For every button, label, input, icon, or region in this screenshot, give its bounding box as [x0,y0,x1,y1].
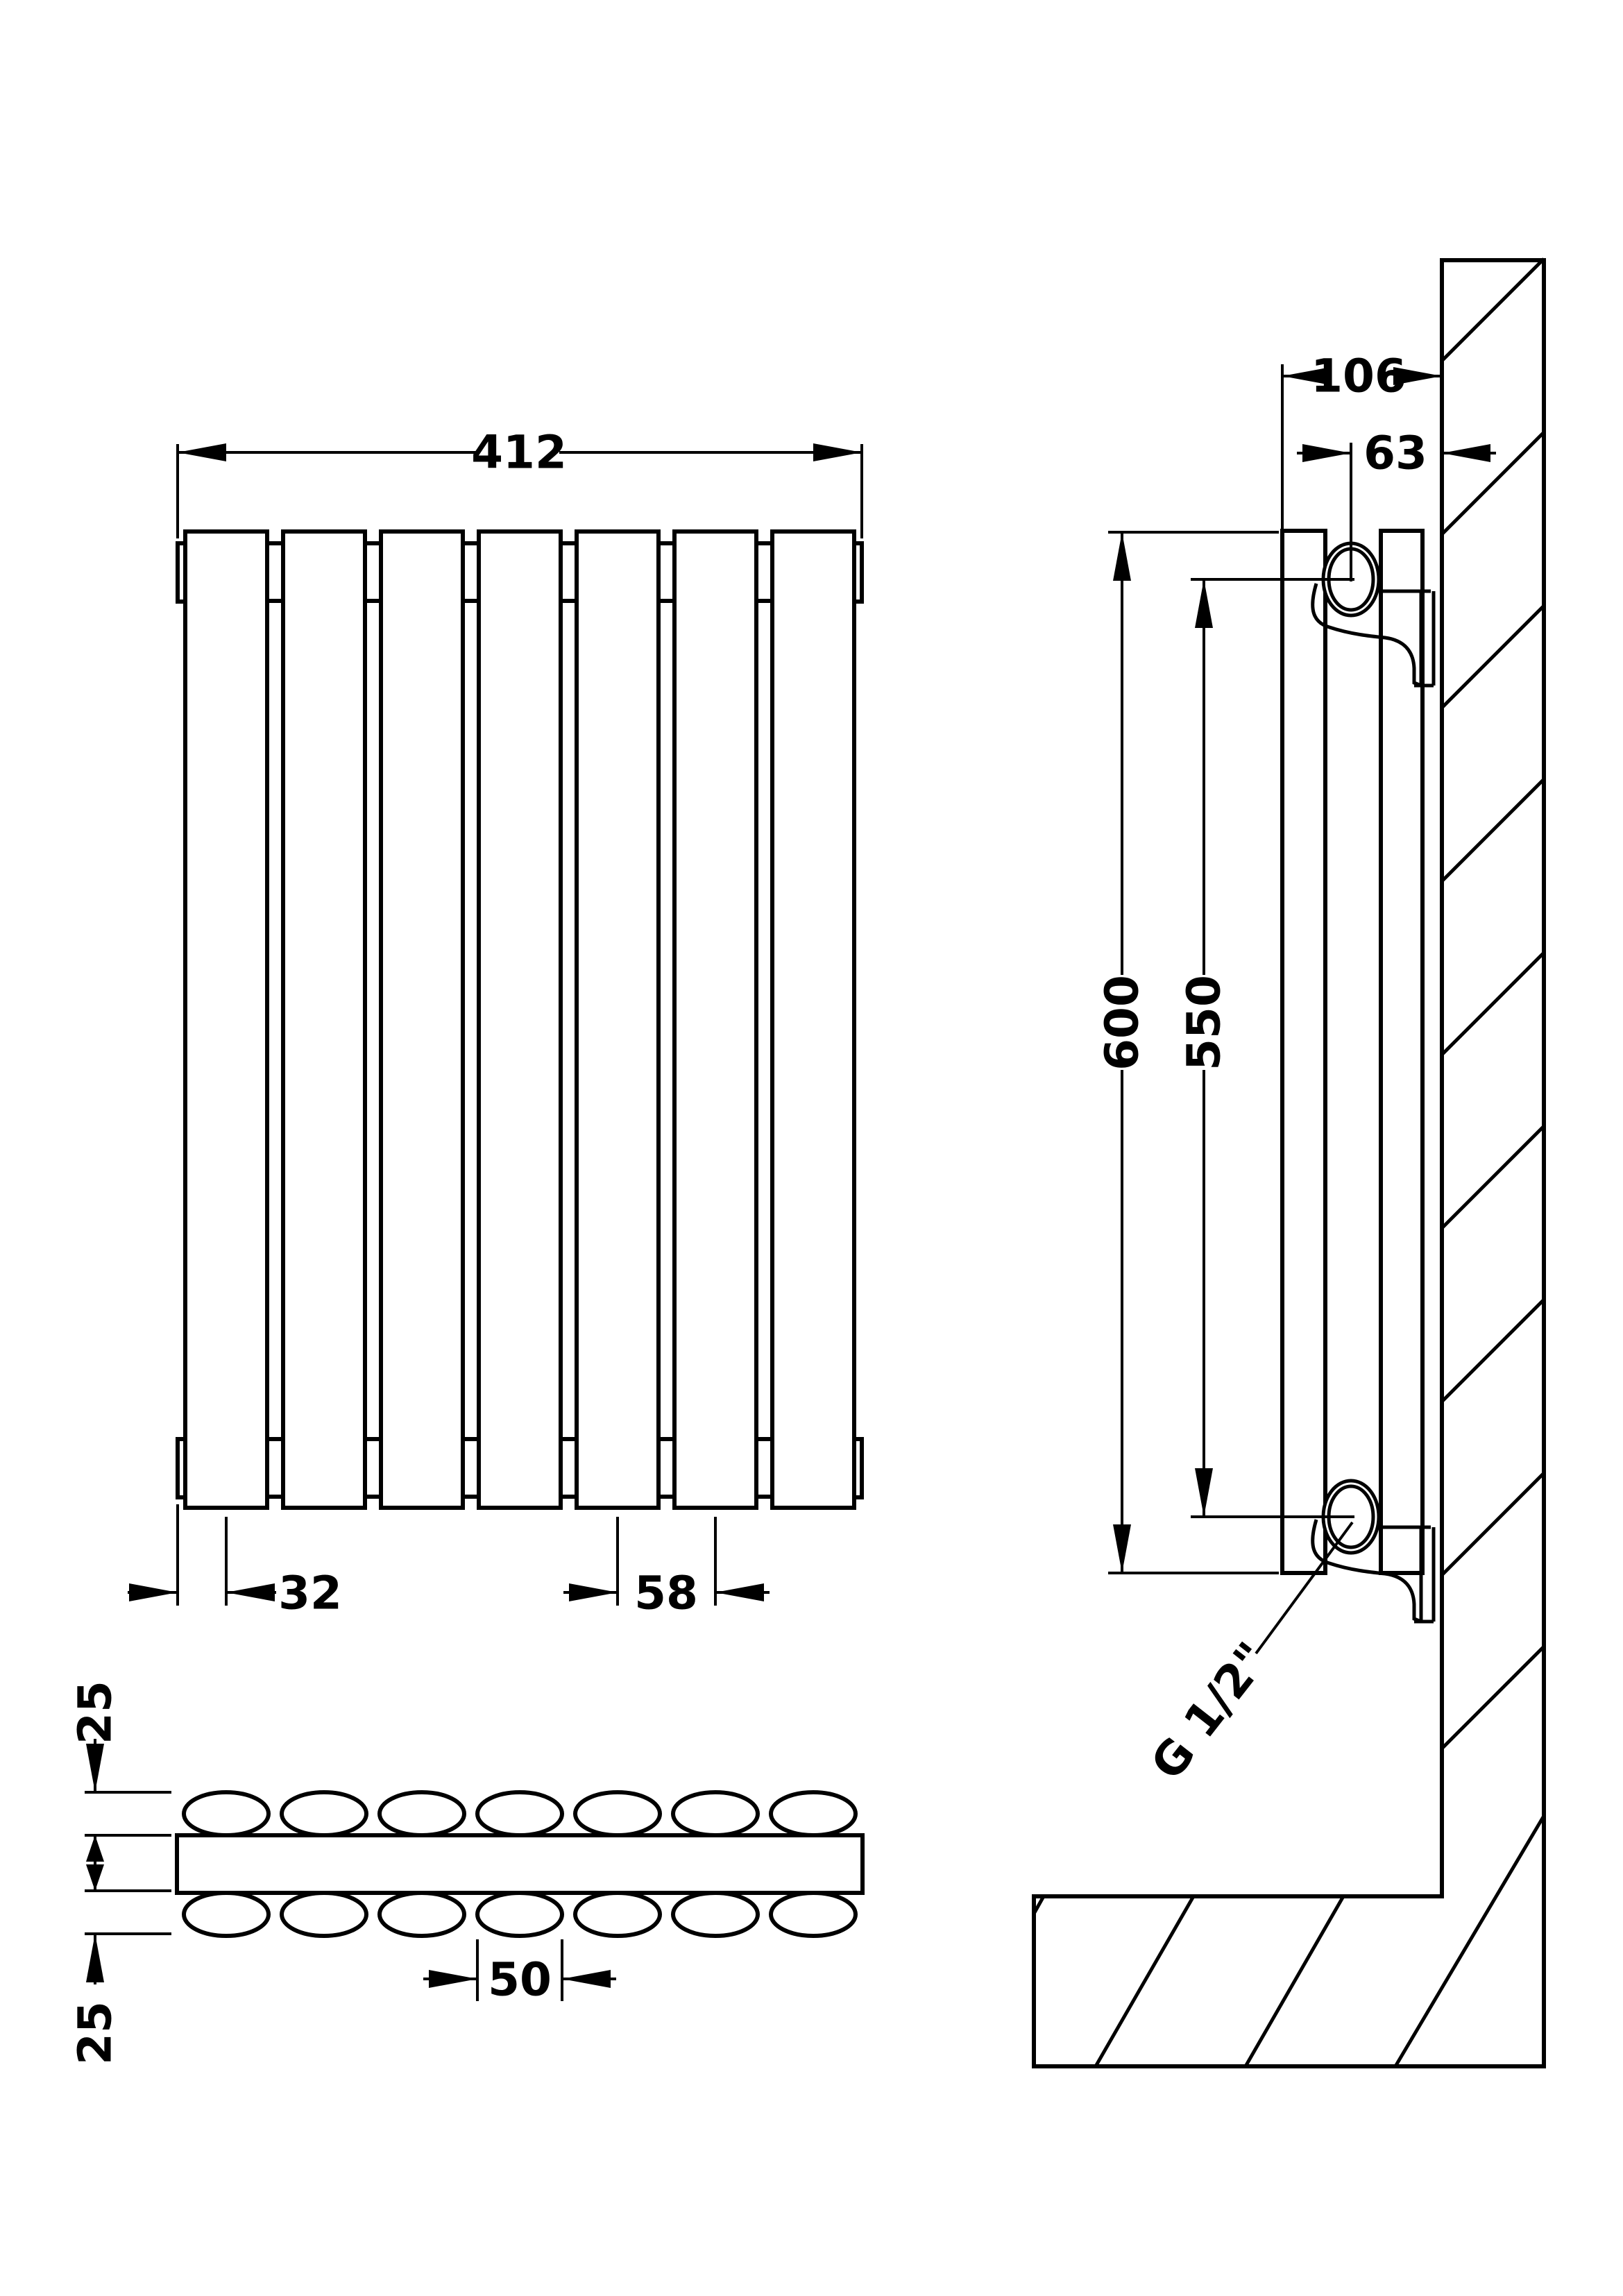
oval-column [184,1792,269,1835]
radiator-panel [674,532,756,1508]
hatch-line [1442,259,1544,361]
dim-label-overall-height: 600 [1095,975,1149,1071]
oval-column [477,1792,562,1835]
hatch-line [1442,1473,1544,1575]
wall-hatching [1442,259,1544,1749]
header-connector [267,1439,283,1497]
dim-label-pipe-centre-to-wall: 63 [1363,426,1427,480]
oval-column [282,1893,366,1936]
dimension-depths [69,1681,172,2065]
oval-column [282,1792,366,1835]
dim-label-pipe-centres: 550 [1177,975,1231,1071]
side-view [1034,259,1544,2066]
front-view [128,426,862,1620]
end-tab [178,1439,185,1497]
floor-hatching [1034,1816,1544,2066]
header-connector [561,543,577,601]
radiator-panel [185,532,267,1508]
dimension-pipe-centres [1178,579,1355,1517]
oval-column [477,1893,562,1936]
hatch-line [1442,779,1544,881]
hatch-line [1442,1126,1544,1228]
header-connector [365,543,381,601]
oval-column [184,1893,269,1936]
hatch-line [1442,1647,1544,1749]
hatch-line [1442,606,1544,708]
radiator-panel [479,532,561,1508]
dimension-overall-width [178,426,862,539]
hatch-line [1442,1300,1544,1402]
dim-label-rear-depth: 25 [68,2001,122,2065]
oval-column [575,1893,660,1936]
radiator-panel [772,532,854,1508]
oval-column [380,1893,464,1936]
dim-label-overall-width: 412 [471,425,567,479]
dim-label-panel-pitch: 58 [634,1566,698,1620]
header-connector [463,543,479,601]
radiator-panel [577,532,658,1508]
oval-column [771,1792,856,1835]
end-tab [854,543,862,602]
header-connector [756,1439,772,1497]
radiator-panel [283,532,365,1508]
dimension-panel-pitch [563,1517,770,1620]
header-connector [365,1439,381,1497]
end-tab [178,543,185,602]
header-connector [561,1439,577,1497]
dim-label-front-depth: 25 [68,1681,122,1744]
front-panel-profile [1282,531,1325,1573]
oval-column [673,1893,758,1936]
dim-label-end-offset: 32 [278,1566,342,1620]
oval-column [673,1792,758,1835]
end-tab [854,1439,862,1497]
dim-label-depth-to-wall: 106 [1311,349,1407,403]
dimension-column-width [423,1939,616,2007]
header-connector [463,1439,479,1497]
hatch-line [1395,1816,1544,2066]
dim-label-column-width: 50 [488,1953,552,2007]
header-connector [756,543,772,601]
oval-column [771,1893,856,1936]
dimension-end-offset [128,1504,342,1620]
header-connector [658,1439,674,1497]
hatch-line [1246,1896,1343,2066]
hatch-line [1442,432,1544,534]
header-connector [267,543,283,601]
hatch-line [1096,1896,1193,2066]
oval-column [380,1792,464,1835]
oval-column [575,1792,660,1835]
dim-label-connection-size: G 1/2" [1140,1632,1280,1790]
hatch-line [1442,953,1544,1055]
header-bar [177,1835,863,1893]
plan-view [69,1681,863,2065]
radiator-panel [381,532,463,1508]
header-connector [658,543,674,601]
